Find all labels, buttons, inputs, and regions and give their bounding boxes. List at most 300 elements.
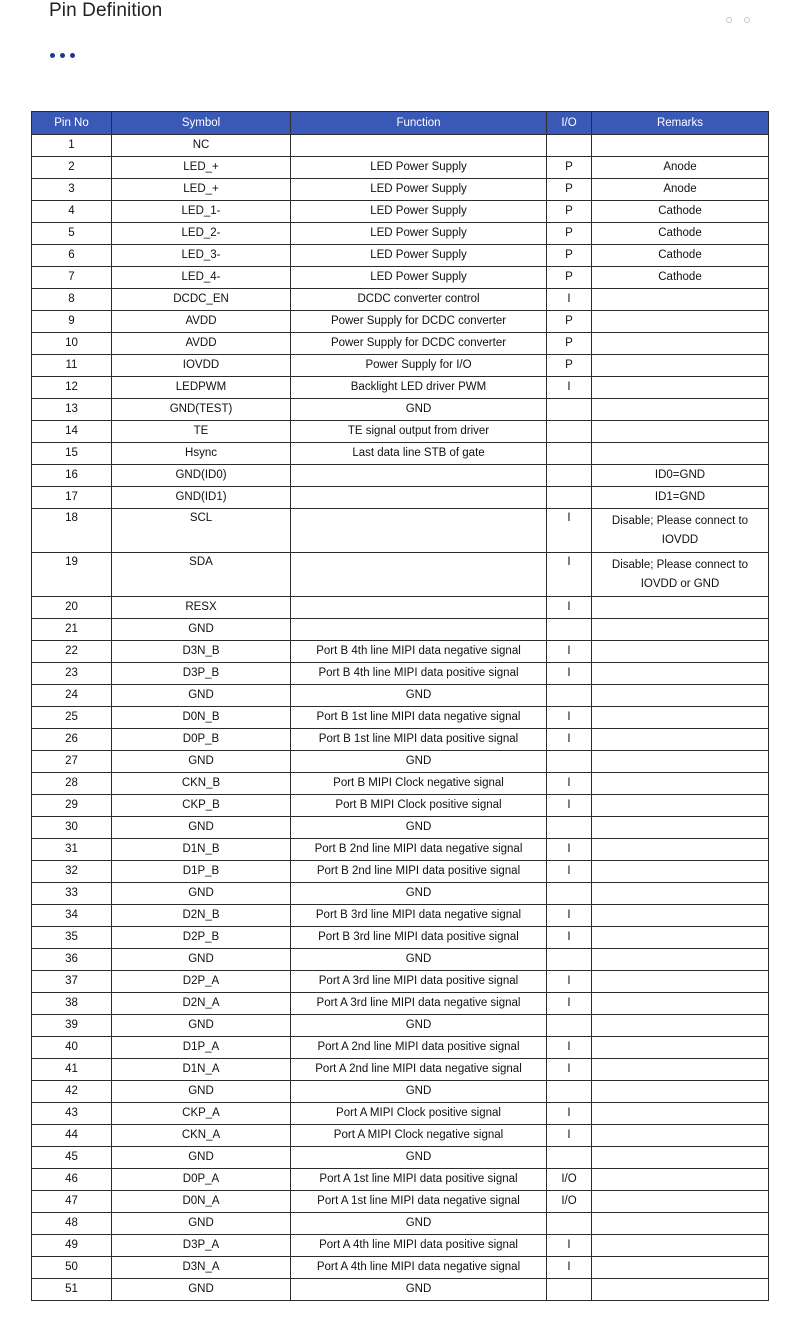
cell-remarks [592,751,769,773]
cell-pin-no: 16 [32,465,112,487]
cell-remarks [592,773,769,795]
cell-pin-no: 12 [32,377,112,399]
cell-pin-no: 10 [32,333,112,355]
cell-function: Port B MIPI Clock negative signal [291,773,547,795]
cell-function: Port A MIPI Clock negative signal [291,1125,547,1147]
cell-pin-no: 5 [32,223,112,245]
cell-io: I [547,927,592,949]
table-row [32,1037,769,1059]
cell-remarks [592,1213,769,1235]
cell-remarks [592,355,769,377]
cell-io [547,399,592,421]
cell-function: Port B 4th line MIPI data negative signal [291,641,547,663]
cell-pin-no: 27 [32,751,112,773]
cell-pin-no: 51 [32,1279,112,1301]
cell-symbol: NC [112,135,291,157]
cell-function: GND [291,751,547,773]
cell-symbol: D1N_B [112,839,291,861]
cell-function: Port A 3rd line MIPI data negative signal [291,993,547,1015]
table-row [32,1081,769,1103]
cell-io [547,1213,592,1235]
cell-pin-no: 6 [32,245,112,267]
cell-io: P [547,333,592,355]
cell-pin-no: 9 [32,311,112,333]
cell-io: I [547,509,592,553]
table-body [32,135,769,1301]
cell-symbol: SCL [112,509,291,553]
cell-remarks [592,619,769,641]
dot-outline-icon [726,17,732,23]
cell-function: GND [291,949,547,971]
cell-function: Port B 4th line MIPI data positive signal [291,663,547,685]
cell-symbol: GND [112,685,291,707]
table-row [32,311,769,333]
cell-io: I/O [547,1191,592,1213]
corner-dots-decoration [724,0,758,30]
cell-function [291,135,547,157]
cell-symbol: GND [112,751,291,773]
cell-io [547,135,592,157]
cell-io: I [547,1037,592,1059]
cell-io: P [547,245,592,267]
table-row [32,1015,769,1037]
table-row [32,795,769,817]
cell-pin-no: 42 [32,1081,112,1103]
cell-remarks [592,1257,769,1279]
cell-function: GND [291,399,547,421]
cell-remarks [592,421,769,443]
cell-remarks [592,1235,769,1257]
cell-symbol: D2P_A [112,971,291,993]
table-row [32,355,769,377]
cell-remarks [592,971,769,993]
cell-symbol: LED_+ [112,157,291,179]
cell-symbol: CKP_A [112,1103,291,1125]
cell-symbol: D2N_A [112,993,291,1015]
cell-remarks [592,905,769,927]
table-row [32,399,769,421]
cell-function [291,619,547,641]
cell-pin-no: 11 [32,355,112,377]
cell-symbol: SDA [112,553,291,597]
cell-symbol: D3N_B [112,641,291,663]
table-row [32,949,769,971]
cell-function: Port B 3rd line MIPI data positive signal [291,927,547,949]
cell-symbol: GND [112,1213,291,1235]
table-row [32,1103,769,1125]
cell-io: I [547,861,592,883]
cell-function: Port B 1st line MIPI data positive signal [291,729,547,751]
cell-pin-no: 4 [32,201,112,223]
cell-function: LED Power Supply [291,157,547,179]
table-row [32,773,769,795]
cell-function: LED Power Supply [291,245,547,267]
cell-function: Port A 2nd line MIPI data positive signal [291,1037,547,1059]
cell-function: Port A MIPI Clock positive signal [291,1103,547,1125]
cell-pin-no: 15 [32,443,112,465]
cell-remarks [592,1279,769,1301]
cell-io: I [547,993,592,1015]
cell-io: P [547,179,592,201]
cell-function: GND [291,1279,547,1301]
cell-io: I [547,1235,592,1257]
table-row [32,509,769,553]
cell-function: LED Power Supply [291,267,547,289]
cell-pin-no: 49 [32,1235,112,1257]
cell-remarks [592,311,769,333]
table-row [32,1235,769,1257]
cell-pin-no: 21 [32,619,112,641]
table-row [32,729,769,751]
cell-remarks [592,377,769,399]
cell-remarks [592,663,769,685]
cell-io: I [547,707,592,729]
cell-symbol: AVDD [112,333,291,355]
cell-function: GND [291,817,547,839]
table-row [32,1279,769,1301]
cell-io: P [547,267,592,289]
table-row [32,685,769,707]
cell-symbol: LED_+ [112,179,291,201]
cell-symbol: GND(ID0) [112,465,291,487]
cell-io: I [547,971,592,993]
cell-function [291,509,547,553]
cell-remarks [592,1037,769,1059]
cell-symbol: LED_3- [112,245,291,267]
cell-remarks: Disable; Please connect to IOVDD or GND [592,553,769,597]
cell-io: I [547,553,592,597]
cell-io [547,487,592,509]
cell-pin-no: 28 [32,773,112,795]
cell-symbol: CKN_A [112,1125,291,1147]
ellipsis-decoration [50,53,75,58]
cell-pin-no: 31 [32,839,112,861]
cell-symbol: D1P_B [112,861,291,883]
cell-symbol: AVDD [112,311,291,333]
cell-symbol: D0P_A [112,1169,291,1191]
cell-remarks [592,993,769,1015]
table-row [32,333,769,355]
cell-pin-no: 32 [32,861,112,883]
cell-io [547,817,592,839]
cell-pin-no: 46 [32,1169,112,1191]
cell-pin-no: 25 [32,707,112,729]
cell-io: I [547,1059,592,1081]
cell-symbol: D2P_B [112,927,291,949]
cell-function [291,465,547,487]
cell-function [291,597,547,619]
cell-remarks [592,927,769,949]
cell-symbol: GND [112,817,291,839]
cell-pin-no: 24 [32,685,112,707]
cell-remarks [592,1103,769,1125]
cell-function: LED Power Supply [291,223,547,245]
cell-function: Port A 4th line MIPI data negative signal [291,1257,547,1279]
cell-io: I [547,795,592,817]
cell-io: I [547,663,592,685]
table-row [32,861,769,883]
cell-symbol: GND [112,949,291,971]
cell-pin-no: 7 [32,267,112,289]
cell-symbol: GND [112,883,291,905]
cell-remarks [592,1059,769,1081]
cell-symbol: GND [112,1279,291,1301]
table-row [32,817,769,839]
header-symbol: Symbol [112,112,291,135]
cell-io: P [547,201,592,223]
cell-io: P [547,311,592,333]
table-header-row [32,112,769,135]
cell-symbol: GND [112,1147,291,1169]
table-row [32,663,769,685]
cell-remarks: ID0=GND [592,465,769,487]
table-row [32,465,769,487]
cell-function: TE signal output from driver [291,421,547,443]
cell-remarks [592,1015,769,1037]
table-row [32,443,769,465]
cell-remarks: Anode [592,157,769,179]
table-row [32,1257,769,1279]
cell-symbol: D3N_A [112,1257,291,1279]
cell-remarks [592,883,769,905]
table-row [32,619,769,641]
cell-function: Port B MIPI Clock positive signal [291,795,547,817]
cell-function: GND [291,883,547,905]
header-remarks: Remarks [592,112,769,135]
cell-io: P [547,223,592,245]
table-row [32,179,769,201]
cell-io: I [547,597,592,619]
cell-pin-no: 22 [32,641,112,663]
cell-symbol: GND [112,619,291,641]
cell-symbol: TE [112,421,291,443]
cell-remarks: Disable; Please connect to IOVDD [592,509,769,553]
cell-io [547,619,592,641]
cell-remarks [592,1191,769,1213]
cell-function: Power Supply for DCDC converter [291,311,547,333]
cell-pin-no: 30 [32,817,112,839]
table-row [32,245,769,267]
dot-outline-icon [744,17,750,23]
cell-pin-no: 36 [32,949,112,971]
cell-io [547,1147,592,1169]
cell-function: GND [291,1147,547,1169]
cell-function: GND [291,1015,547,1037]
cell-io: I/O [547,1169,592,1191]
cell-remarks [592,707,769,729]
cell-io: I [547,1125,592,1147]
cell-remarks: Cathode [592,245,769,267]
table-row [32,267,769,289]
cell-pin-no: 14 [32,421,112,443]
table-row [32,971,769,993]
table-row [32,839,769,861]
header-pin-no: Pin No [32,112,112,135]
cell-pin-no: 20 [32,597,112,619]
cell-pin-no: 38 [32,993,112,1015]
cell-remarks: Cathode [592,267,769,289]
cell-function: DCDC converter control [291,289,547,311]
cell-function: LED Power Supply [291,201,547,223]
cell-io: I [547,773,592,795]
cell-pin-no: 44 [32,1125,112,1147]
cell-symbol: CKP_B [112,795,291,817]
cell-remarks [592,685,769,707]
cell-symbol: D0P_B [112,729,291,751]
cell-symbol: GND(ID1) [112,487,291,509]
dot-icon [50,53,55,58]
cell-function: GND [291,685,547,707]
table-row [32,377,769,399]
table-row [32,553,769,597]
cell-pin-no: 26 [32,729,112,751]
cell-pin-no: 39 [32,1015,112,1037]
cell-io: P [547,157,592,179]
cell-pin-no: 1 [32,135,112,157]
table-row [32,135,769,157]
cell-io: I [547,289,592,311]
table-row [32,751,769,773]
cell-function: Port B 3rd line MIPI data negative signal [291,905,547,927]
cell-pin-no: 17 [32,487,112,509]
cell-pin-no: 47 [32,1191,112,1213]
cell-io: I [547,641,592,663]
cell-pin-no: 8 [32,289,112,311]
cell-symbol: GND(TEST) [112,399,291,421]
cell-io: I [547,377,592,399]
cell-function: GND [291,1081,547,1103]
cell-remarks [592,1147,769,1169]
cell-remarks [592,729,769,751]
cell-io [547,421,592,443]
cell-remarks [592,795,769,817]
table-row [32,597,769,619]
cell-symbol: Hsync [112,443,291,465]
pin-definition-table [31,111,769,1301]
header-function: Function [291,112,547,135]
cell-remarks [592,289,769,311]
cell-symbol: D3P_A [112,1235,291,1257]
table-row [32,905,769,927]
cell-symbol: GND [112,1081,291,1103]
cell-pin-no: 41 [32,1059,112,1081]
cell-io [547,1279,592,1301]
header-io: I/O [547,112,592,135]
cell-pin-no: 34 [32,905,112,927]
table-row [32,1191,769,1213]
table-row [32,1147,769,1169]
table-row [32,421,769,443]
table-row [32,927,769,949]
cell-symbol: IOVDD [112,355,291,377]
cell-function: LED Power Supply [291,179,547,201]
cell-function: Port A 1st line MIPI data negative signal [291,1191,547,1213]
cell-remarks [592,597,769,619]
cell-pin-no: 13 [32,399,112,421]
cell-function: Port B 2nd line MIPI data negative signal [291,839,547,861]
cell-io: I [547,1257,592,1279]
cell-pin-no: 19 [32,553,112,597]
cell-pin-no: 50 [32,1257,112,1279]
cell-remarks: ID1=GND [592,487,769,509]
table-row [32,223,769,245]
cell-io [547,685,592,707]
cell-io: I [547,839,592,861]
cell-remarks [592,817,769,839]
cell-remarks [592,1081,769,1103]
cell-function: Backlight LED driver PWM [291,377,547,399]
cell-remarks [592,641,769,663]
cell-pin-no: 35 [32,927,112,949]
cell-pin-no: 48 [32,1213,112,1235]
cell-remarks [592,135,769,157]
cell-symbol: RESX [112,597,291,619]
cell-pin-no: 3 [32,179,112,201]
table-row [32,883,769,905]
cell-remarks: Anode [592,179,769,201]
cell-function [291,553,547,597]
cell-remarks [592,443,769,465]
cell-pin-no: 40 [32,1037,112,1059]
table-row [32,201,769,223]
cell-symbol: LEDPWM [112,377,291,399]
cell-function [291,487,547,509]
table-row [32,1125,769,1147]
cell-io [547,751,592,773]
cell-symbol: D0N_B [112,707,291,729]
cell-io: I [547,729,592,751]
table-row [32,157,769,179]
table-row [32,993,769,1015]
cell-io [547,949,592,971]
cell-symbol: LED_2- [112,223,291,245]
cell-io [547,883,592,905]
cell-function: Last data line STB of gate [291,443,547,465]
cell-pin-no: 2 [32,157,112,179]
cell-symbol: DCDC_EN [112,289,291,311]
table-row [32,487,769,509]
cell-io [547,1015,592,1037]
cell-function: Port B 2nd line MIPI data positive signal [291,861,547,883]
cell-symbol: LED_4- [112,267,291,289]
cell-io [547,443,592,465]
cell-remarks: Cathode [592,223,769,245]
cell-remarks: Cathode [592,201,769,223]
cell-io: P [547,355,592,377]
cell-io [547,1081,592,1103]
page-title: Pin Definition [49,0,163,21]
dot-icon [60,53,65,58]
cell-pin-no: 23 [32,663,112,685]
cell-remarks [592,399,769,421]
cell-remarks [592,1125,769,1147]
table-row [32,641,769,663]
cell-function: Port B 1st line MIPI data negative signal [291,707,547,729]
cell-remarks [592,861,769,883]
cell-io [547,465,592,487]
cell-remarks [592,839,769,861]
cell-symbol: GND [112,1015,291,1037]
cell-function: Power Supply for I/O [291,355,547,377]
cell-pin-no: 18 [32,509,112,553]
cell-remarks [592,1169,769,1191]
cell-function: Power Supply for DCDC converter [291,333,547,355]
table-row [32,1213,769,1235]
cell-symbol: CKN_B [112,773,291,795]
cell-pin-no: 45 [32,1147,112,1169]
cell-io: I [547,1103,592,1125]
cell-pin-no: 43 [32,1103,112,1125]
